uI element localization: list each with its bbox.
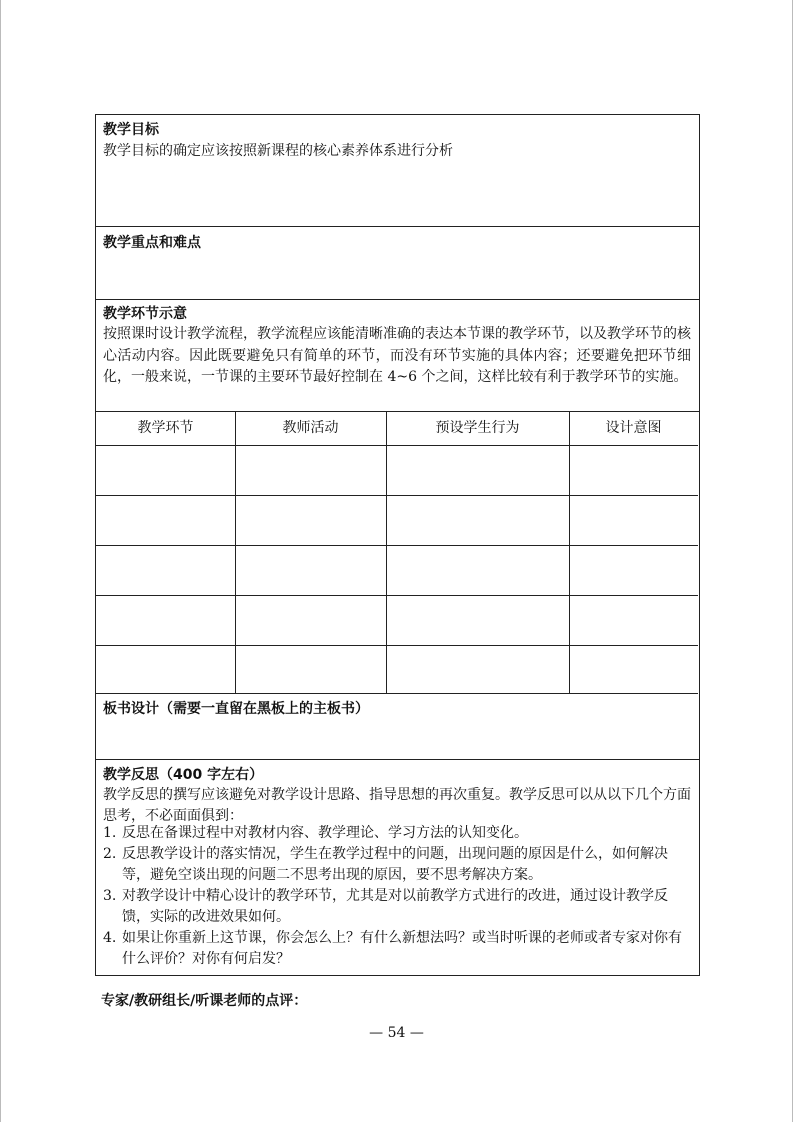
- list-item: 1. 反思在备课过程中对教材内容、教学理论、学习方法的认知变化。: [103, 825, 528, 841]
- table-divider: [386, 412, 387, 693]
- reflection-intro: 教学反思的撰写应该避免对教学设计思路、指导思想的再次重复。教学反思可以从以下几个方面思考，不必面面俱到：: [103, 787, 691, 824]
- table-row: [96, 445, 698, 446]
- goals-text: 教学目标的确定应该按照新课程的核心素养体系进行分析: [103, 143, 453, 159]
- steps-text: 按照课时设计教学流程，教学流程应该能清晰准确的表达本节课的教学环节，以及教学环节的核心活动内容。因此既要避免只有简单的环节，而没有环节实施的具体内容；还要避免把环节细化，一般来说，一节课的主要环节最好控制在 4~6 个之间，这样比较有利于教学环节的实施。: [103, 326, 691, 385]
- table-header-cell: 预设学生行为: [435, 420, 520, 436]
- table-row: [96, 545, 698, 546]
- goals-section: [96, 115, 699, 227]
- key-points-title: 教学重点和难点: [103, 235, 201, 251]
- lesson-form: [95, 114, 700, 976]
- list-item: 4. 如果让你重新上这节课，你会怎么上？有什么新想法吗？或当时听课的老师或者专家对你有什么评价？对你有何启发？: [103, 930, 682, 967]
- table-header-cell: 教学环节: [137, 420, 194, 436]
- table-header-cell: 设计意图: [605, 420, 662, 436]
- table-row: [96, 495, 698, 496]
- page-number: — 54 —: [369, 1025, 424, 1041]
- list-item: 3. 对教学设计中精心设计的教学环节，尤其是对以前教学方式进行的改进，通过设计教学反馈，实际的改进效果如何。: [103, 888, 668, 925]
- steps-title: 教学环节示意: [103, 306, 187, 322]
- goals-title: 教学目标: [103, 122, 159, 138]
- list-item: 2. 反思教学设计的落实情况，学生在教学过程中的问题，出现问题的原因是什么，如何解决等，避免空谈出现的问题二不思考出现的原因，要不思考解决方案。: [103, 846, 668, 883]
- reflection-title: 教学反思（400 字左右）: [103, 767, 264, 783]
- table-divider: [235, 412, 236, 693]
- steps-section: [96, 300, 699, 412]
- expert-comment-label: 专家/教研组长/听课老师的点评：: [101, 993, 308, 1009]
- table-row: [96, 645, 698, 646]
- board-title: 板书设计（需要一直留在黑板上的主板书）: [103, 701, 369, 717]
- table-header-cell: 教师活动: [282, 420, 339, 436]
- table-divider: [569, 412, 570, 693]
- key-points-section: [96, 227, 699, 300]
- reflection-list: [103, 823, 691, 970]
- board-section: [96, 693, 699, 760]
- table-row: [96, 595, 698, 596]
